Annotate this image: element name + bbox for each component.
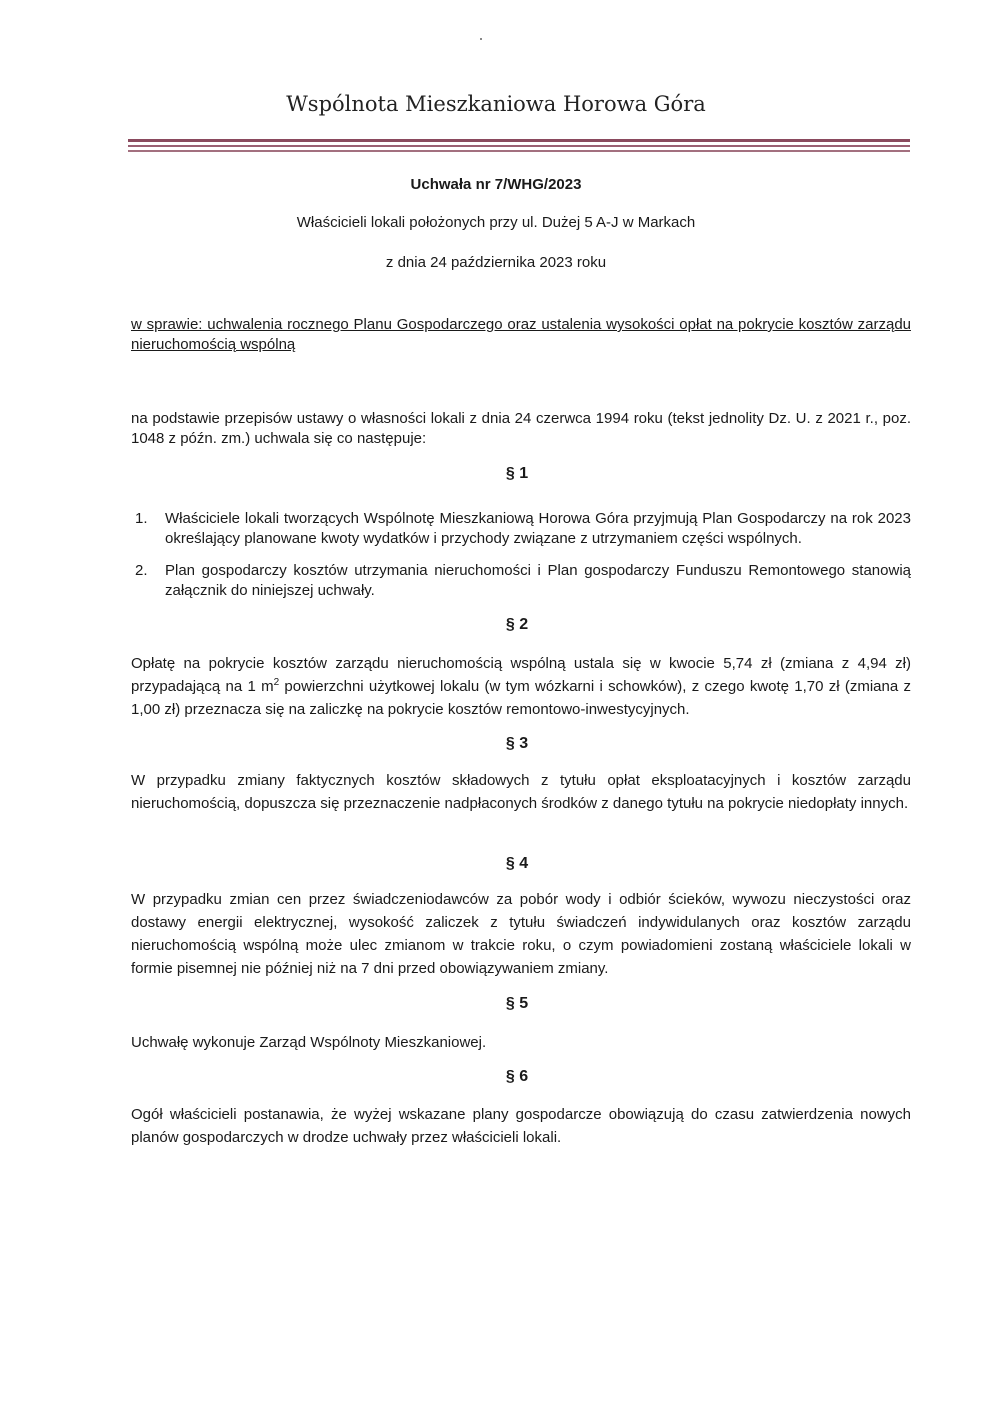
owners-line: Właścicieli lokali położonych przy ul. Dużej 5 A-J w Markach <box>296 214 696 231</box>
list-item <box>131 561 911 601</box>
section-3-heading: § 3 <box>505 735 529 752</box>
section-3-text: W przypadku zmiany faktycznych kosztów składowych z tytułu opłat eksploatacyjnych i kosztów zarządu nieruchomością, dopuszcza się przeznaczenie nadpłaconych środków z danego tytułu na pokrycie niedopłaty innych. <box>131 772 911 812</box>
section-2-heading: § 2 <box>505 616 529 633</box>
list-item <box>131 509 911 549</box>
scan-speck <box>480 38 482 40</box>
section-5-heading: § 5 <box>505 995 529 1012</box>
list-item-number: 1. <box>135 510 148 527</box>
date-line: z dnia 24 października 2023 roku <box>385 254 607 271</box>
section-2-text <box>131 652 911 721</box>
section-6-text: Ogół właścicieli postanawia, że wyżej wskazane plany gospodarcze obowiązują do czasu zatwierdzenia nowych planów gospodarczych w drodze uchwały przez właścicieli lokali. <box>131 1106 911 1146</box>
header-divider <box>128 150 910 152</box>
resolution-title: Uchwała nr 7/WHG/2023 <box>410 176 582 193</box>
section-4-text: W przypadku zmian cen przez świadczeniodawców za pobór wody i odbiór ścieków, wywozu nieczystości oraz dostawy energii elektrycznej, wysokość zaliczek z tytułu świadczeń indywidulanych oraz kosztów zarządu nieruchomością wspólną może ulec zmianom w trakcie roku, o czym powiadomieni zostaną właściciele lokali w formie pisemnej nie później niż na 7 dni przed obowiązywaniem zmiany. <box>131 891 911 977</box>
header-divider <box>128 145 910 147</box>
list-item-text: Właściciele lokali tworzących Wspólnotę Mieszkaniową Horowa Góra przyjmują Plan Gospodarczy na rok 2023 określający planowane kwoty wydatków i przychody związane z utrzymaniem części wspólnych. <box>165 510 911 547</box>
organization-header: Wspólnota Mieszkaniowa Horowa Góra <box>286 92 706 116</box>
section-2-text-part: Opłatę na pokrycie kosztów zarządu nieruchomością wspólną ustala się w kwocie 5,74 zł (zmiana z 4,94 zł) przypadającą na 1 m <box>131 655 911 695</box>
section-4-heading: § 4 <box>505 855 529 872</box>
section-1-heading: § 1 <box>505 465 529 482</box>
section-6-heading: § 6 <box>505 1068 529 1085</box>
header-divider <box>128 139 910 142</box>
superscript: 2 <box>273 677 280 688</box>
section-1-list <box>131 509 911 601</box>
legal-basis: na podstawie przepisów ustawy o własności lokali z dnia 24 czerwca 1994 roku (tekst jednolity Dz. U. z 2021 r., poz. 1048 z późn. zm.) uchwala się co następuje: <box>131 410 911 447</box>
resolution-subject: w sprawie: uchwalenia rocznego Planu Gospodarczego oraz ustalenia wysokości opłat na pokrycie kosztów zarządu nieruchomością wspólną <box>131 316 911 353</box>
list-item-number: 2. <box>135 562 148 579</box>
list-item-text: Plan gospodarczy kosztów utrzymania nieruchomości i Plan gospodarczy Funduszu Remontowego stanowią załącznik do niniejszej uchwały. <box>165 562 911 599</box>
section-2-text-part: powierzchni użytkowej lokalu (w tym wózkarni i schowków), z czego kwotę 1,70 zł (zmiana z 1,00 zł) przeznacza się na zaliczkę na pokrycie kosztów remontowo-inwestycyjnych. <box>131 678 911 718</box>
section-5-text: Uchwałę wykonuje Zarząd Wspólnoty Mieszkaniowej. <box>131 1034 487 1051</box>
